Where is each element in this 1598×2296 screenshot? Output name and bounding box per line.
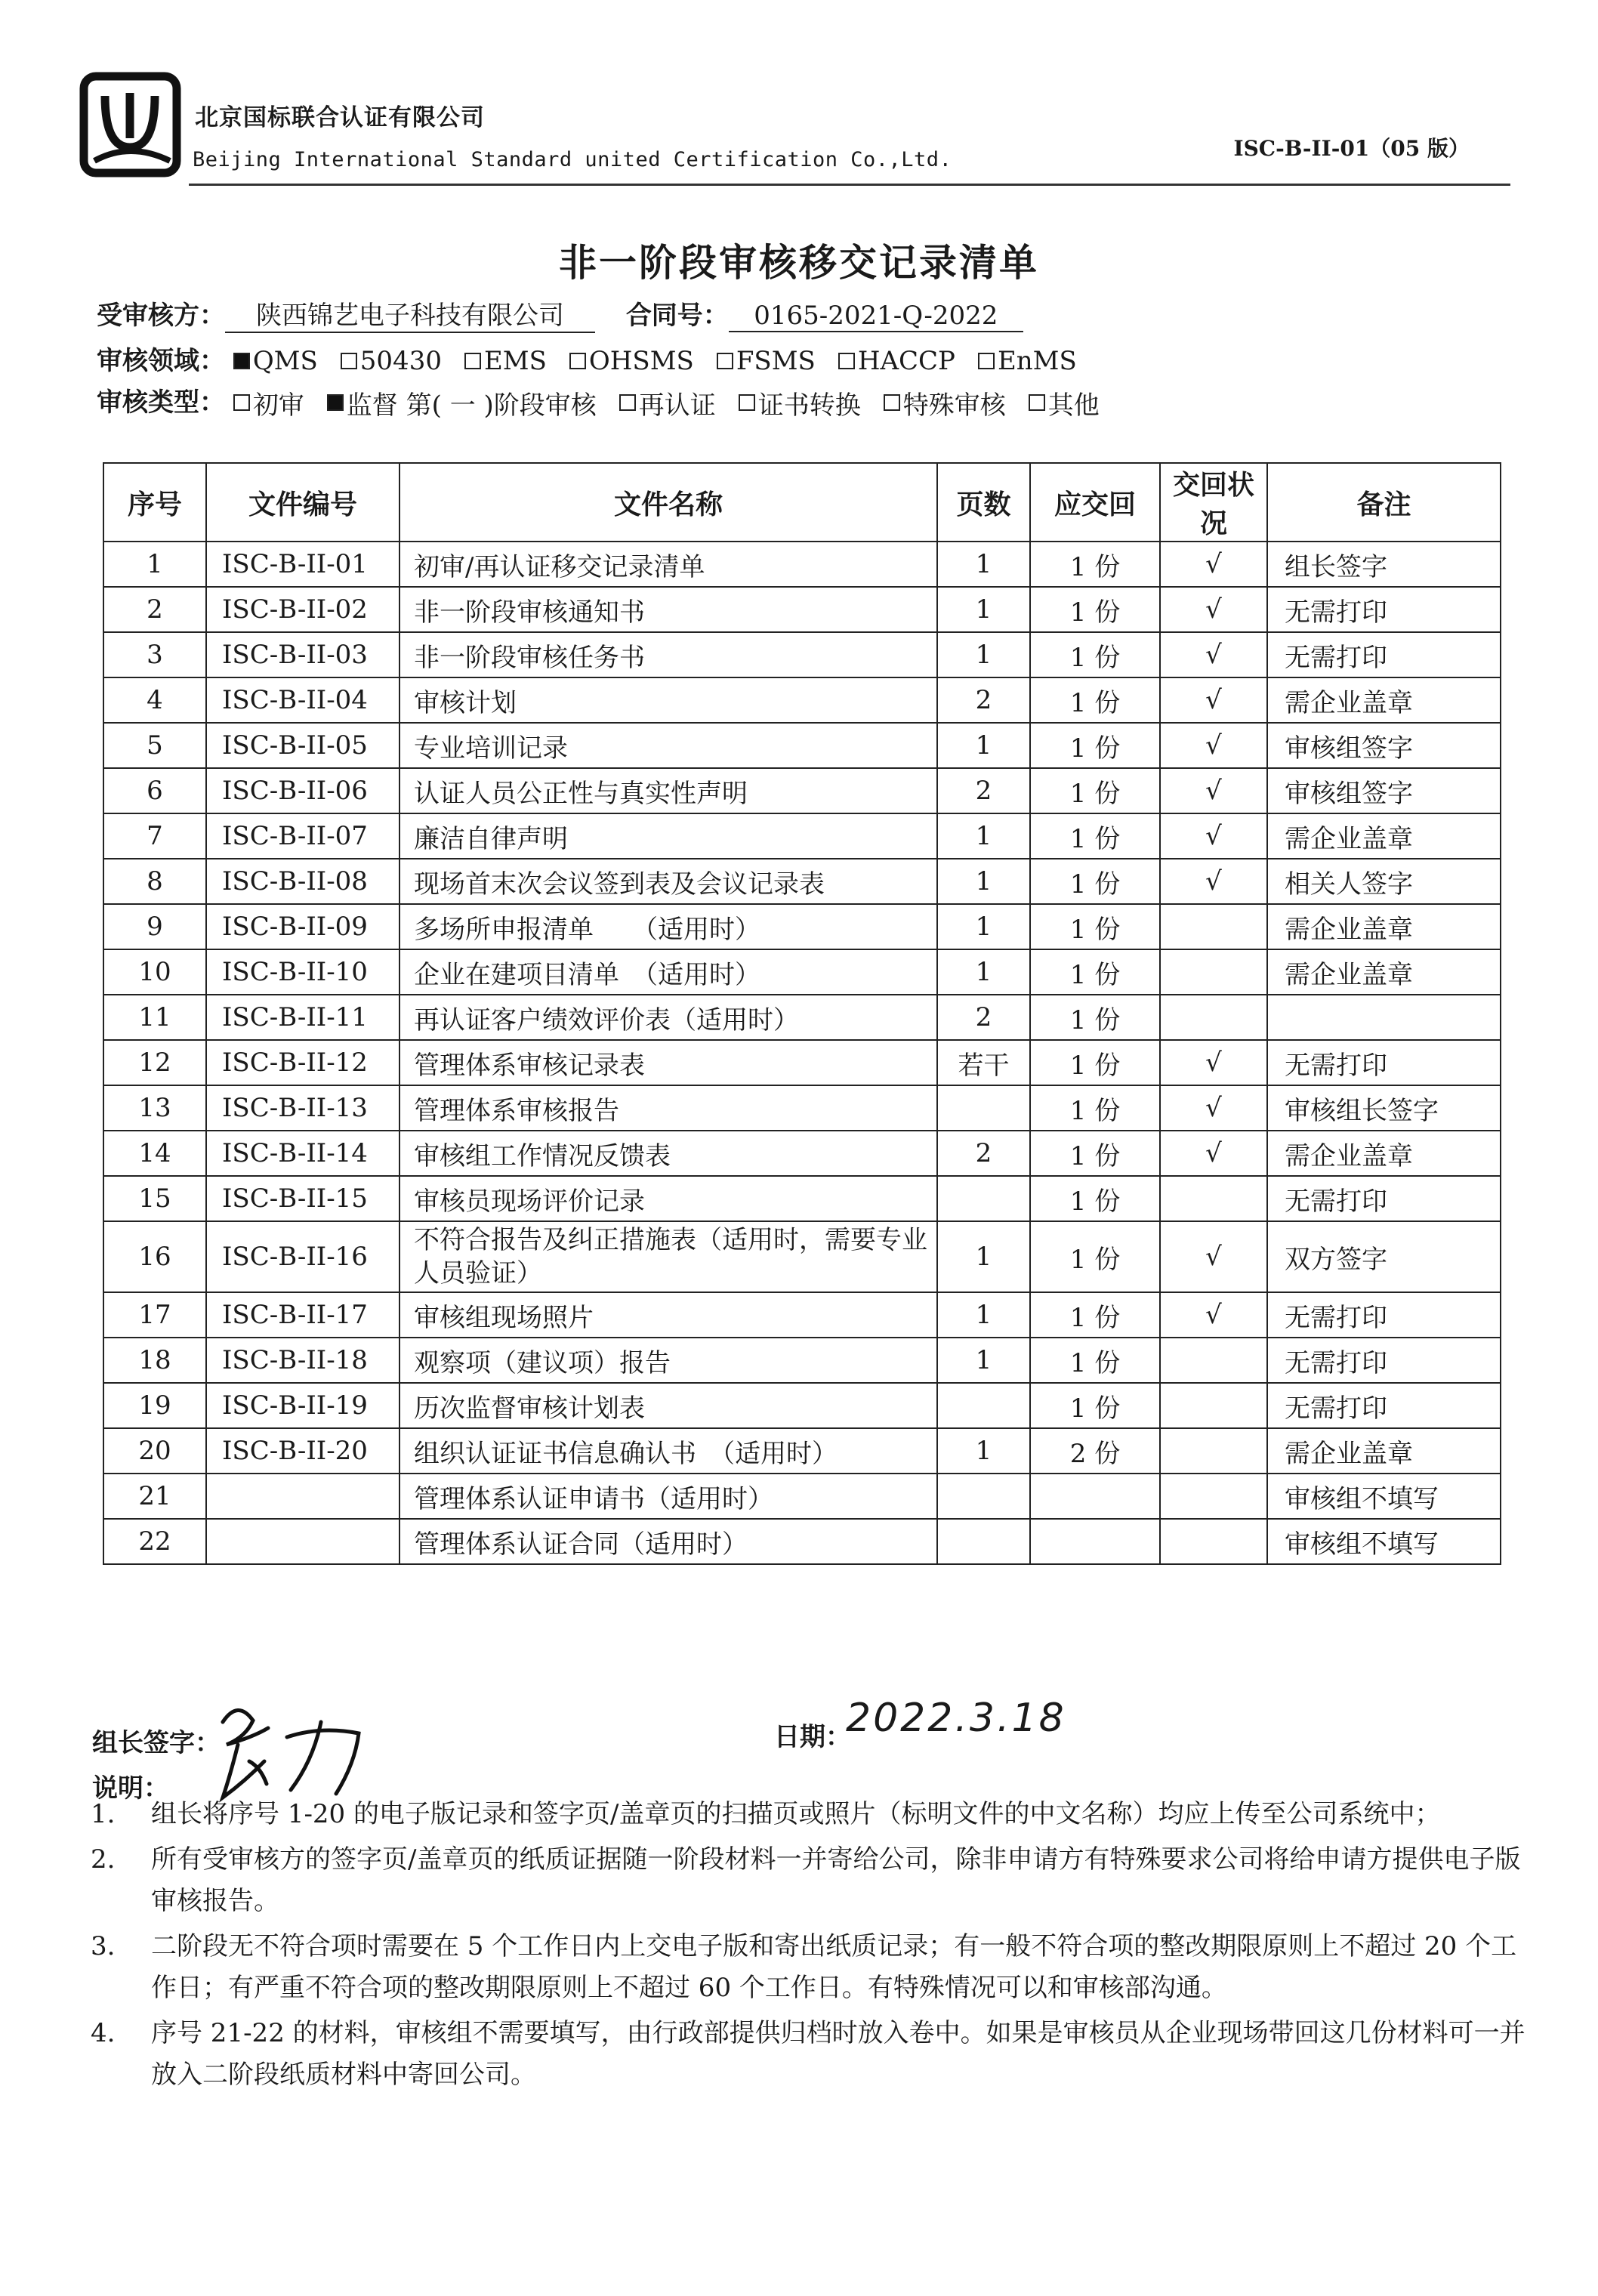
row-pages: 1 bbox=[937, 723, 1030, 768]
note-number: 2. bbox=[91, 1844, 116, 1875]
row-returned-status: √ bbox=[1160, 768, 1267, 813]
row-file-code: ISC-B-II-12 bbox=[206, 1040, 400, 1085]
table-row bbox=[103, 632, 1501, 677]
table-row bbox=[103, 1519, 1501, 1564]
row-remark bbox=[1267, 995, 1501, 1040]
row-pages: 1 bbox=[937, 813, 1030, 859]
row-returned-status bbox=[1160, 1519, 1267, 1564]
row-file-name: 观察项（建议项）报告 bbox=[400, 1338, 937, 1383]
audit-domain-option-label: EnMS bbox=[997, 346, 1077, 376]
row-file-name: 组织认证证书信息确认书 （适用时） bbox=[400, 1428, 937, 1474]
audit-type-line bbox=[97, 381, 1122, 421]
note-text: 所有受审核方的签字页/盖章页的纸质证据随一阶段材料一并寄给公司，除非申请方有特殊要求公司将给申请方提供电子版审核报告。 bbox=[151, 1844, 1521, 1916]
row-returned-status: √ bbox=[1160, 1221, 1267, 1292]
row-remark: 需企业盖章 bbox=[1267, 813, 1501, 859]
row-seq: 13 bbox=[103, 1085, 206, 1131]
row-qty: 1 份 bbox=[1030, 1131, 1160, 1176]
note-text: 序号 21-22 的材料，审核组不需要填写，由行政部提供归档时放入卷中。如果是审核员从企业现场带回这几份材料可一并放入二阶段纸质材料中寄回公司。 bbox=[151, 2018, 1526, 2090]
row-remark: 双方签字 bbox=[1267, 1221, 1501, 1292]
row-pages: 1 bbox=[937, 587, 1030, 632]
checkbox-empty-icon[interactable] bbox=[569, 353, 586, 369]
document-code: ISC-B-II-01（05 版） bbox=[1233, 136, 1470, 161]
checkbox-empty-icon[interactable] bbox=[739, 394, 755, 411]
handwritten-signature bbox=[208, 1692, 374, 1805]
table-row bbox=[103, 587, 1501, 632]
audit-type-option[interactable] bbox=[619, 384, 716, 421]
row-seq: 21 bbox=[103, 1474, 206, 1519]
row-qty: 1 份 bbox=[1030, 813, 1160, 859]
row-file-code: ISC-B-II-17 bbox=[206, 1292, 400, 1338]
checkbox-checked-icon[interactable] bbox=[233, 353, 250, 369]
checkbox-empty-icon[interactable] bbox=[1029, 394, 1045, 411]
row-returned-status: √ bbox=[1160, 677, 1267, 723]
row-qty: 1 份 bbox=[1030, 632, 1160, 677]
row-file-code: ISC-B-II-16 bbox=[206, 1221, 400, 1292]
row-file-name: 审核员现场评价记录 bbox=[400, 1176, 937, 1221]
row-returned-status: √ bbox=[1160, 542, 1267, 587]
audit-type-option[interactable] bbox=[884, 384, 1006, 421]
row-remark: 无需打印 bbox=[1267, 587, 1501, 632]
row-pages: 1 bbox=[937, 859, 1030, 904]
row-file-code: ISC-B-II-07 bbox=[206, 813, 400, 859]
header-divider bbox=[189, 184, 1510, 186]
row-file-name: 多场所申报清单 （适用时） bbox=[400, 904, 937, 949]
audit-domain-option[interactable] bbox=[838, 346, 955, 376]
row-pages: 2 bbox=[937, 677, 1030, 723]
row-file-code bbox=[206, 1519, 400, 1564]
row-file-code: ISC-B-II-11 bbox=[206, 995, 400, 1040]
row-remark: 审核组签字 bbox=[1267, 723, 1501, 768]
header-file-code: 文件编号 bbox=[206, 463, 400, 542]
checkbox-empty-icon[interactable] bbox=[978, 353, 995, 369]
audit-type-options bbox=[233, 387, 1122, 421]
header-file-name: 文件名称 bbox=[400, 463, 937, 542]
row-file-code: ISC-B-II-05 bbox=[206, 723, 400, 768]
row-file-name: 非一阶段审核任务书 bbox=[400, 632, 937, 677]
row-seq: 20 bbox=[103, 1428, 206, 1474]
row-remark: 审核组不填写 bbox=[1267, 1519, 1501, 1564]
audit-type-option-label: 证书转换 bbox=[757, 390, 861, 421]
row-returned-status bbox=[1160, 1176, 1267, 1221]
audit-domain-option-label: HACCP bbox=[857, 346, 955, 376]
row-file-code: ISC-B-II-06 bbox=[206, 768, 400, 813]
row-qty: 1 份 bbox=[1030, 1221, 1160, 1292]
row-pages: 1 bbox=[937, 904, 1030, 949]
row-pages: 若干 bbox=[937, 1040, 1030, 1085]
transfer-records-table bbox=[103, 462, 1501, 1565]
audit-type-option[interactable] bbox=[1029, 384, 1100, 421]
row-pages bbox=[937, 1085, 1030, 1131]
row-seq: 12 bbox=[103, 1040, 206, 1085]
checkbox-empty-icon[interactable] bbox=[464, 353, 481, 369]
checkbox-empty-icon[interactable] bbox=[233, 394, 250, 411]
row-qty: 1 份 bbox=[1030, 904, 1160, 949]
table-row bbox=[103, 768, 1501, 813]
row-file-code: ISC-B-II-01 bbox=[206, 542, 400, 587]
row-pages: 1 bbox=[937, 632, 1030, 677]
row-seq: 10 bbox=[103, 949, 206, 995]
row-qty: 1 份 bbox=[1030, 859, 1160, 904]
row-seq: 5 bbox=[103, 723, 206, 768]
audit-domain-options bbox=[233, 346, 1100, 376]
row-file-code: ISC-B-II-03 bbox=[206, 632, 400, 677]
header-qty: 应交回 bbox=[1030, 463, 1160, 542]
row-returned-status bbox=[1160, 1428, 1267, 1474]
audit-type-option[interactable] bbox=[739, 384, 861, 421]
checkbox-empty-icon[interactable] bbox=[838, 353, 855, 369]
row-file-code: ISC-B-II-04 bbox=[206, 677, 400, 723]
row-returned-status bbox=[1160, 904, 1267, 949]
date-label: 日期： bbox=[774, 1722, 851, 1752]
table-row bbox=[103, 723, 1501, 768]
row-qty bbox=[1030, 1474, 1160, 1519]
table-row bbox=[103, 859, 1501, 904]
row-qty: 1 份 bbox=[1030, 1338, 1160, 1383]
row-returned-status: √ bbox=[1160, 1131, 1267, 1176]
row-remark: 审核组不填写 bbox=[1267, 1474, 1501, 1519]
company-name-en: Beijing International Standard united Certification Co.,Ltd. bbox=[193, 148, 952, 171]
note-item bbox=[91, 1794, 1526, 1835]
row-qty: 1 份 bbox=[1030, 1040, 1160, 1085]
row-returned-status bbox=[1160, 949, 1267, 995]
note-item bbox=[91, 1839, 1526, 1922]
row-file-code: ISC-B-II-08 bbox=[206, 859, 400, 904]
audit-type-option-label: 监督 第( 一 )阶段审核 bbox=[346, 390, 597, 421]
row-seq: 7 bbox=[103, 813, 206, 859]
row-returned-status: √ bbox=[1160, 587, 1267, 632]
row-returned-status bbox=[1160, 995, 1267, 1040]
row-seq: 19 bbox=[103, 1383, 206, 1428]
checkbox-empty-icon[interactable] bbox=[341, 353, 357, 369]
checkbox-checked-icon[interactable] bbox=[327, 394, 344, 411]
audit-domain-option[interactable] bbox=[233, 346, 318, 376]
row-returned-status bbox=[1160, 1474, 1267, 1519]
row-returned-status bbox=[1160, 1383, 1267, 1428]
row-remark: 需企业盖章 bbox=[1267, 1428, 1501, 1474]
row-remark: 需企业盖章 bbox=[1267, 1131, 1501, 1176]
table-row bbox=[103, 1040, 1501, 1085]
row-returned-status: √ bbox=[1160, 1085, 1267, 1131]
row-pages: 1 bbox=[937, 1428, 1030, 1474]
row-file-code: ISC-B-II-02 bbox=[206, 587, 400, 632]
checkbox-empty-icon[interactable] bbox=[717, 353, 733, 369]
audit-type-option-label: 特殊审核 bbox=[902, 390, 1006, 421]
row-qty: 1 份 bbox=[1030, 587, 1160, 632]
row-pages: 1 bbox=[937, 949, 1030, 995]
row-remark: 无需打印 bbox=[1267, 632, 1501, 677]
row-qty bbox=[1030, 1519, 1160, 1564]
checkbox-empty-icon[interactable] bbox=[884, 394, 900, 411]
row-seq: 4 bbox=[103, 677, 206, 723]
row-qty: 1 份 bbox=[1030, 542, 1160, 587]
row-qty: 1 份 bbox=[1030, 995, 1160, 1040]
note-item bbox=[91, 1926, 1526, 2009]
note-item bbox=[91, 2013, 1526, 2096]
row-file-name: 企业在建项目清单 （适用时） bbox=[400, 949, 937, 995]
row-seq: 8 bbox=[103, 859, 206, 904]
contract-field: 0165-2021-Q-2022 bbox=[729, 301, 1023, 332]
table-header-row bbox=[103, 463, 1501, 542]
row-qty: 1 份 bbox=[1030, 1383, 1160, 1428]
row-qty: 1 份 bbox=[1030, 1176, 1160, 1221]
row-pages bbox=[937, 1474, 1030, 1519]
row-file-name: 历次监督审核计划表 bbox=[400, 1383, 937, 1428]
row-returned-status: √ bbox=[1160, 723, 1267, 768]
audit-domain-option[interactable] bbox=[464, 346, 547, 376]
row-qty: 1 份 bbox=[1030, 949, 1160, 995]
table-row bbox=[103, 995, 1501, 1040]
row-file-code: ISC-B-II-09 bbox=[206, 904, 400, 949]
audit-domain-option-label: EMS bbox=[483, 346, 547, 376]
note-text: 组长将序号 1-20 的电子版记录和签字页/盖章页的扫描页或照片（标明文件的中文名称）均应上传至公司系统中； bbox=[151, 1799, 1441, 1829]
row-pages bbox=[937, 1176, 1030, 1221]
audit-domain-label: 审核领域： bbox=[97, 346, 225, 376]
row-returned-status: √ bbox=[1160, 1040, 1267, 1085]
row-file-name: 管理体系认证合同（适用时） bbox=[400, 1519, 937, 1564]
row-file-code: ISC-B-II-14 bbox=[206, 1131, 400, 1176]
date-value: 2022.3.18 bbox=[846, 1696, 1066, 1741]
audit-domain-option[interactable] bbox=[978, 346, 1077, 376]
row-seq: 9 bbox=[103, 904, 206, 949]
row-seq: 2 bbox=[103, 587, 206, 632]
row-qty: 1 份 bbox=[1030, 768, 1160, 813]
audit-domain-option-label: FSMS bbox=[736, 346, 816, 376]
audit-type-option-label: 再认证 bbox=[638, 390, 716, 421]
row-file-name: 专业培训记录 bbox=[400, 723, 937, 768]
row-file-name: 再认证客户绩效评价表（适用时） bbox=[400, 995, 937, 1040]
note-number: 4. bbox=[91, 2018, 116, 2048]
row-file-name: 认证人员公正性与真实性声明 bbox=[400, 768, 937, 813]
row-qty: 1 份 bbox=[1030, 1292, 1160, 1338]
contract-label: 合同号： bbox=[625, 301, 729, 331]
row-file-name: 审核组现场照片 bbox=[400, 1292, 937, 1338]
row-seq: 16 bbox=[103, 1221, 206, 1292]
row-pages: 2 bbox=[937, 768, 1030, 813]
row-pages: 2 bbox=[937, 1131, 1030, 1176]
header-seq: 序号 bbox=[103, 463, 206, 542]
table-row bbox=[103, 949, 1501, 995]
row-qty: 1 份 bbox=[1030, 723, 1160, 768]
row-seq: 11 bbox=[103, 995, 206, 1040]
auditee-label: 受审核方： bbox=[97, 301, 225, 331]
header-returned: 交回状况 bbox=[1160, 463, 1267, 542]
note-text: 二阶段无不符合项时需要在 5 个工作日内上交电子版和寄出纸质记录；有一般不符合项的整改期限原则上不超过 20 个工作日；有严重不符合项的整改期限原则上不超过 60 个工作日。有特殊情况可以和审核部沟通。 bbox=[151, 1931, 1517, 2003]
row-file-name: 管理体系审核记录表 bbox=[400, 1040, 937, 1085]
table-row bbox=[103, 542, 1501, 587]
row-returned-status: √ bbox=[1160, 1292, 1267, 1338]
table-row bbox=[103, 1383, 1501, 1428]
company-logo-icon bbox=[79, 72, 181, 177]
audit-type-option[interactable] bbox=[327, 384, 597, 421]
audit-domain-option[interactable] bbox=[717, 346, 816, 376]
audit-domain-option[interactable] bbox=[569, 346, 694, 376]
table-row bbox=[103, 1474, 1501, 1519]
audit-domain-option-label: OHSMS bbox=[588, 346, 694, 376]
row-pages bbox=[937, 1383, 1030, 1428]
table-row bbox=[103, 1338, 1501, 1383]
audit-type-option-label: 初审 bbox=[252, 390, 304, 421]
row-pages: 1 bbox=[937, 542, 1030, 587]
row-file-name: 现场首末次会议签到表及会议记录表 bbox=[400, 859, 937, 904]
row-returned-status bbox=[1160, 1338, 1267, 1383]
audit-domain-option-label: QMS bbox=[252, 346, 318, 376]
row-seq: 14 bbox=[103, 1131, 206, 1176]
table-row bbox=[103, 813, 1501, 859]
row-remark: 无需打印 bbox=[1267, 1040, 1501, 1085]
row-seq: 15 bbox=[103, 1176, 206, 1221]
audit-domain-option[interactable] bbox=[341, 346, 442, 376]
audit-domain-option-label: 50430 bbox=[359, 346, 442, 376]
row-file-code bbox=[206, 1474, 400, 1519]
row-file-name: 廉洁自律声明 bbox=[400, 813, 937, 859]
table-row bbox=[103, 677, 1501, 723]
row-pages bbox=[937, 1519, 1030, 1564]
row-seq: 22 bbox=[103, 1519, 206, 1564]
row-file-code: ISC-B-II-20 bbox=[206, 1428, 400, 1474]
row-file-code: ISC-B-II-10 bbox=[206, 949, 400, 995]
row-seq: 17 bbox=[103, 1292, 206, 1338]
header-pages: 页数 bbox=[937, 463, 1030, 542]
table-row bbox=[103, 904, 1501, 949]
row-remark: 审核组长签字 bbox=[1267, 1085, 1501, 1131]
row-file-code: ISC-B-II-19 bbox=[206, 1383, 400, 1428]
row-file-name: 审核组工作情况反馈表 bbox=[400, 1131, 937, 1176]
row-qty: 2 份 bbox=[1030, 1428, 1160, 1474]
notes-label: 说明： bbox=[92, 1773, 169, 1804]
row-returned-status: √ bbox=[1160, 859, 1267, 904]
row-remark: 无需打印 bbox=[1267, 1292, 1501, 1338]
row-remark: 无需打印 bbox=[1267, 1176, 1501, 1221]
audit-domain-line bbox=[97, 340, 1100, 377]
header-remark: 备注 bbox=[1267, 463, 1501, 542]
row-remark: 无需打印 bbox=[1267, 1383, 1501, 1428]
auditee-line bbox=[97, 295, 1023, 333]
table-row bbox=[103, 1428, 1501, 1474]
row-seq: 3 bbox=[103, 632, 206, 677]
row-pages: 1 bbox=[937, 1221, 1030, 1292]
audit-type-option[interactable] bbox=[233, 384, 304, 421]
row-file-name: 审核计划 bbox=[400, 677, 937, 723]
row-pages: 1 bbox=[937, 1292, 1030, 1338]
row-file-code: ISC-B-II-15 bbox=[206, 1176, 400, 1221]
row-qty: 1 份 bbox=[1030, 677, 1160, 723]
row-remark: 需企业盖章 bbox=[1267, 677, 1501, 723]
note-number: 3. bbox=[91, 1931, 116, 1961]
table-row bbox=[103, 1085, 1501, 1131]
row-remark: 相关人签字 bbox=[1267, 859, 1501, 904]
row-remark: 无需打印 bbox=[1267, 1338, 1501, 1383]
table-row bbox=[103, 1131, 1501, 1176]
row-returned-status: √ bbox=[1160, 813, 1267, 859]
row-file-name: 不符合报告及纠正措施表（适用时，需要专业人员验证） bbox=[400, 1221, 937, 1292]
table-row bbox=[103, 1176, 1501, 1221]
row-qty: 1 份 bbox=[1030, 1085, 1160, 1131]
row-seq: 6 bbox=[103, 768, 206, 813]
row-file-code: ISC-B-II-18 bbox=[206, 1338, 400, 1383]
auditee-field: 陕西锦艺电子科技有限公司 bbox=[225, 295, 595, 333]
row-file-name: 管理体系审核报告 bbox=[400, 1085, 937, 1131]
leader-signature-label: 组长签字： bbox=[92, 1728, 221, 1758]
row-remark: 需企业盖章 bbox=[1267, 904, 1501, 949]
row-seq: 1 bbox=[103, 542, 206, 587]
row-remark: 需企业盖章 bbox=[1267, 949, 1501, 995]
audit-type-option-label: 其他 bbox=[1047, 390, 1100, 421]
row-file-code: ISC-B-II-13 bbox=[206, 1085, 400, 1131]
audit-type-label: 审核类型： bbox=[97, 387, 225, 418]
row-returned-status: √ bbox=[1160, 632, 1267, 677]
row-file-name: 非一阶段审核通知书 bbox=[400, 587, 937, 632]
row-pages: 1 bbox=[937, 1338, 1030, 1383]
table-row bbox=[103, 1292, 1501, 1338]
note-number: 1. bbox=[91, 1799, 116, 1829]
page-title: 非一阶段审核移交记录清单 bbox=[559, 240, 1039, 285]
company-name-cn: 北京国标联合认证有限公司 bbox=[195, 104, 485, 131]
checkbox-empty-icon[interactable] bbox=[619, 394, 636, 411]
row-pages: 2 bbox=[937, 995, 1030, 1040]
row-seq: 18 bbox=[103, 1338, 206, 1383]
row-file-name: 初审/再认证移交记录清单 bbox=[400, 542, 937, 587]
row-remark: 组长签字 bbox=[1267, 542, 1501, 587]
table-row bbox=[103, 1221, 1501, 1292]
row-remark: 审核组签字 bbox=[1267, 768, 1501, 813]
row-file-name: 管理体系认证申请书（适用时） bbox=[400, 1474, 937, 1519]
notes-list bbox=[91, 1794, 1526, 2100]
